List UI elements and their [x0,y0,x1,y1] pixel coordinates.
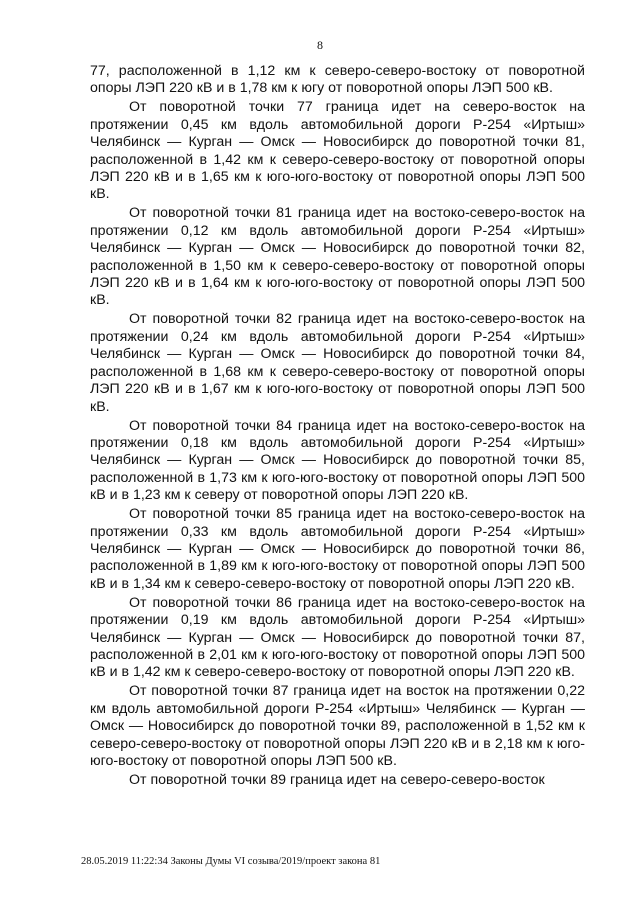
paragraph-5: От поворотной точки 84 граница идет на востоко-северо-восток на протяжении 0,18 км вдоль автомобильной дороги Р-254 «Иртыш» Челябинск — Курган — Омск — Новосибирск до поворотной точки 85, расположенной в 1,73 км к юго-юго-востоку от поворотной опоры ЛЭП 500 кВ и в 1,23 км к северу от поворотной опоры ЛЭП 220 кВ. [90,417,585,504]
paragraph-4: От поворотной точки 82 граница идет на востоко-северо-восток на протяжении 0,24 км вдоль автомобильной дороги Р-254 «Иртыш» Челябинск — Курган — Омск — Новосибирск до поворотной точки 84, расположенной в 1,68 км к северо-северо-востоку от поворотной опоры ЛЭП 220 кВ и в 1,67 км к юго-юго-востоку от поворотной опоры ЛЭП 500 кВ. [90,311,585,415]
document-footer: 28.05.2019 11:22:34 Законы Думы VI созыва/2019/проект закона 81 [81,856,381,867]
paragraph-7: От поворотной точки 86 граница идет на востоко-северо-восток на протяжении 0,19 км вдоль автомобильной дороги Р-254 «Иртыш» Челябинск — Курган — Омск — Новосибирск до поворотной точки 87, расположенной в 2,01 км к юго-юго-востоку от поворотной опоры ЛЭП 500 кВ и в 1,42 км к северо-северо-востоку от поворотной опоры ЛЭП 220 кВ. [90,594,585,681]
paragraph-1: 77, расположенной в 1,12 км к северо-северо-востоку от поворотной опоры ЛЭП 220 кВ и в 1,78 км к югу от поворотной опоры ЛЭП 500 кВ. [90,63,585,97]
page-number: 8 [317,38,323,52]
paragraph-9: От поворотной точки 89 граница идет на северо-северо-восток [129,772,545,788]
paragraph-8: От поворотной точки 87 граница идет на восток на протяжении 0,22 км вдоль автомобильной дороги Р-254 «Иртыш» Челябинск — Курган — Омск — Новосибирск до поворотной точки 89, расположенной в 1,52 км к северо-северо-востоку от поворотной опоры ЛЭП 220 кВ и в 2,18 км к юго-юго-востоку от поворотной опоры ЛЭП 500 кВ. [90,683,585,769]
paragraph-6: От поворотной точки 85 граница идет на востоко-северо-восток на протяжении 0,33 км вдоль автомобильной дороги Р-254 «Иртыш» Челябинск — Курган — Омск — Новосибирск до поворотной точки 86, расположенной в 1,89 км к юго-юго-востоку от поворотной опоры ЛЭП 500 кВ и в 1,34 км к северо-северо-востоку от поворотной опоры ЛЭП 220 кВ. [90,506,585,592]
paragraph-3: От поворотной точки 81 граница идет на востоко-северо-восток на протяжении 0,12 км вдоль автомобильной дороги Р-254 «Иртыш» Челябинск — Курган — Омск — Новосибирск до поворотной точки 82, расположенной в 1,50 км к северо-северо-востоку от поворотной опоры ЛЭП 220 кВ и в 1,64 км к юго-юго-востоку от поворотной опоры ЛЭП 500 кВ. [90,205,585,309]
document-body [90,63,585,791]
paragraph-2: От поворотной точки 77 граница идет на северо-восток на протяжении 0,45 км вдоль автомобильной дороги Р-254 «Иртыш» Челябинск — Курган — Омск — Новосибирск до поворотной точки 81, расположенной в 1,42 км к северо-северо-востоку от поворотной опоры ЛЭП 220 кВ и в 1,65 км к юго-юго-востоку от поворотной опоры ЛЭП 500 кВ. [90,99,585,203]
